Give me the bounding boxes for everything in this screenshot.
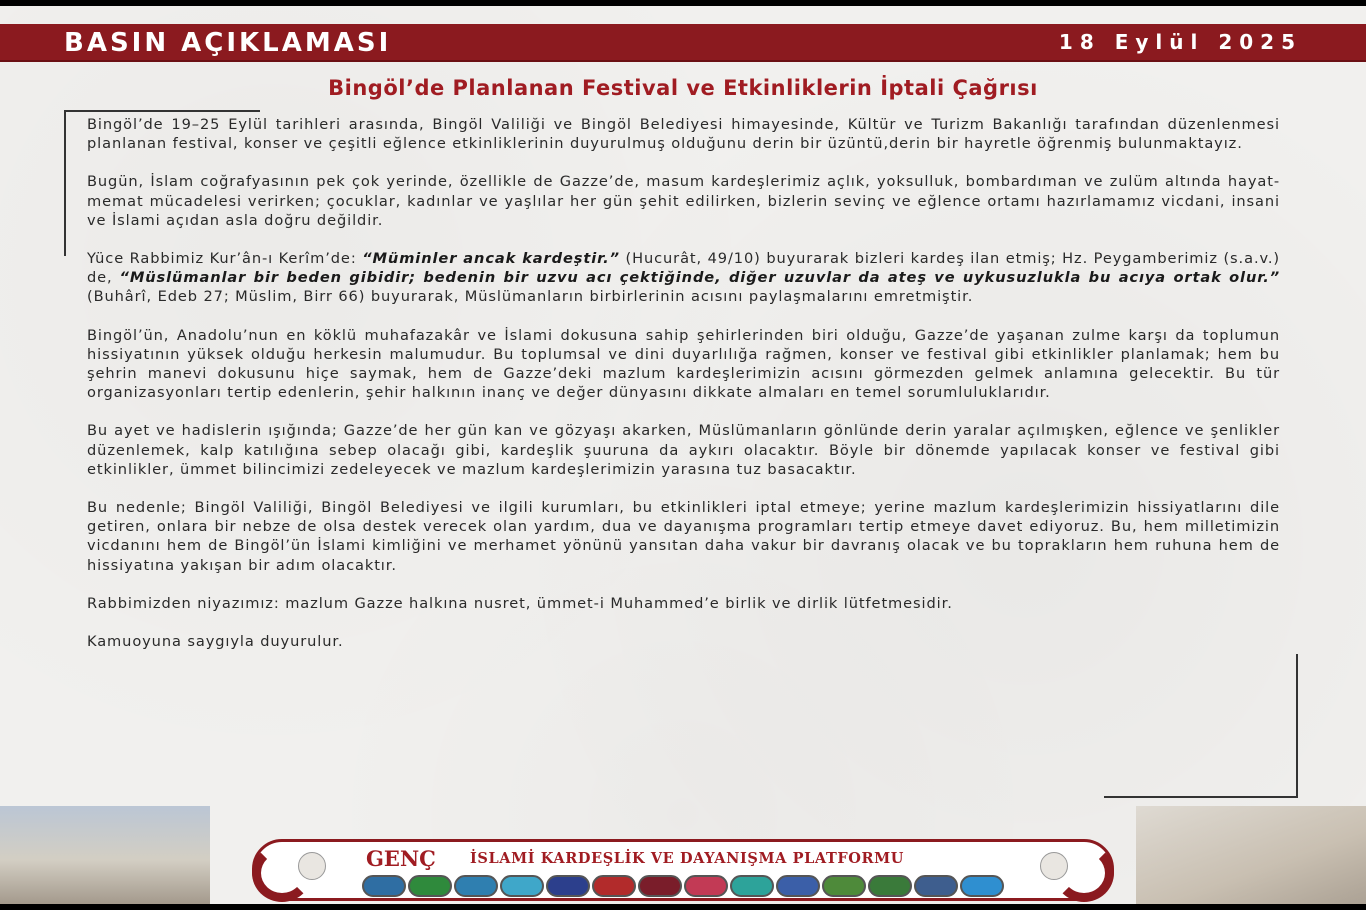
paragraph-8: Kamuoyuna saygıyla duyurulur. <box>87 633 344 651</box>
member-logo-icon <box>546 875 590 897</box>
member-logo-icon <box>638 875 682 897</box>
paragraph-6: Bu nedenle; Bingöl Valiliği, Bingöl Belediyesi ve ilgili kurumları, bu etkinlikleri iptal etmeye; yerine mazlum kardeşlerimizin hissiyatlarını dile getiren, onlara bir nebze de olsa destek verecek olan yardım, dua ve dayanışma programları tertip etmeye davet ediyoruz. Bu, hem milletimizin vicdanını hem de Bingöl’ün İslami kimliğini ve merhamet yönünü yansıtan daha vakur bir davranış olacak ve bu toprakların hem ruhuna hem de hissiyatına yakışan bir adım olacaktır. <box>87 499 1280 574</box>
frame-corner-right-bottom <box>1104 796 1298 798</box>
paragraph-3-part-b: (Hucurât, 49/10) buyurarak bizleri kardeş ilan etmiş; Hz. Peygamberimiz (s.a.v.) de, <box>87 250 1281 287</box>
footer <box>0 806 1366 904</box>
member-logo-icon <box>454 875 498 897</box>
member-logo-icon <box>730 875 774 897</box>
seal-left-icon <box>298 852 326 880</box>
member-logo-icon <box>362 875 406 897</box>
platform-name: İSLAMİ KARDEŞLİK VE DAYANIŞMA PLATFORMU <box>470 850 905 867</box>
quran-quote: “Müminler ancak kardeştir.” <box>362 250 620 268</box>
platform-genc: GENÇ <box>366 846 436 871</box>
member-logo-icon <box>914 875 958 897</box>
paragraph-3-part-a: Yüce Rabbimiz Kur’ân-ı Kerîm’de: <box>87 250 363 268</box>
member-logo-icon <box>592 875 636 897</box>
member-logo-icon <box>408 875 452 897</box>
press-release-page <box>0 6 1366 904</box>
statement-body <box>87 115 1280 651</box>
paragraph-1: Bingöl’de 19–25 Eylül tarihleri arasında, Bingöl Valiliği ve Bingöl Belediyesi himayesinde, Kültür ve Turizm Bakanlığı tarafından düzenlenmesi planlanan festival, konser ve çeşitli eğlence etkinliklerinin duyurulmuş olduğunu derin bir üzüntü,derin bir hayretle öğrenmiş bulunmaktayız. <box>87 116 1280 153</box>
paragraph-3-part-c: (Buhârî, Edeb 27; Müslim, Birr 66) buyurarak, Müslümanların birbirlerinin acısını paylaşmalarını emretmiştir. <box>87 288 974 306</box>
footer-photo-left <box>0 806 210 904</box>
page-subtitle: Bingöl’de Planlanan Festival ve Etkinliklerin İptali Çağrısı <box>328 76 1038 100</box>
paragraph-3 <box>87 249 1280 307</box>
paragraph-2: Bugün, İslam coğrafyasının pek çok yerinde, özellikle de Gazze’de, masum kardeşlerimiz açlık, yoksulluk, bombardıman ve zulüm altında hayat-memat mücadelesi verirken; çocuklar, kadınlar ve yaşlılar her gün şehit edilirken, bizlerin sevinç ve eğlence ortamı hazırlamamız vicdani, insani ve İslami açıdan asla doğru değildir. <box>87 173 1280 229</box>
paragraph-5: Bu ayet ve hadislerin ışığında; Gazze’de her gün kan ve gözyaşı akarken, Müslümanların gönlünde derin yaralar açılmışken, eğlence ve şenlikler düzenlemek, kalp katılığına sebep olacağı gibi, kardeşlik şuuruna da aykırı olacaktır. Böyle bir dönemde yapılacak konser ve festival gibi etkinlikler, ümmet bilincimizi zedeleyecek ve mazlum kardeşlerimizin yarasına tuz basacaktır. <box>87 422 1280 478</box>
header-bar <box>0 24 1366 62</box>
frame-corner-left <box>64 110 66 256</box>
paragraph-4: Bingöl’ün, Anadolu’nun en köklü muhafazakâr ve İslami dokusuna sahip şehirlerinden biri olduğu, Gazze’de yaşanan zulme karşı da toplumun hissiyatının yüksek olduğu herkesin malumudur. Bu toplumsal ve dini duyarlılığa rağmen, konser ve festival gibi etkinlikler planlamak; hem bu şehrin manevi dokusunu hiçe saymak, hem de Gazze’deki mazlum kardeşlerimizin acısını görmezden gelmek anlamına gelecektir. Bu tür organizasyonları tertip edenlerin, şehir halkının inanç ve değer dünyasını dikkate almaları en temel sorumluluklarıdır. <box>87 326 1280 402</box>
member-logo-icon <box>776 875 820 897</box>
member-logos <box>362 875 1004 899</box>
member-logo-icon <box>684 875 728 897</box>
header-date: 18 Eylül 2025 <box>1058 30 1302 54</box>
paragraph-7: Rabbimizden niyazımız: mazlum Gazze halkına nusret, ümmet-i Muhammed’e birlik ve dirlik lütfetmesidir. <box>87 594 953 612</box>
seal-right-icon <box>1040 852 1068 880</box>
frame-corner-left-top <box>64 110 260 112</box>
footer-photo-right <box>1136 806 1366 904</box>
hadith-quote: “Müslümanlar bir beden gibidir; bedenin bir uzvu acı çektiğinde, diğer uzuvlar da ateş ve uykusuzlukla bu acıya ortak olur.” <box>119 269 1280 287</box>
member-logo-icon <box>960 875 1004 897</box>
member-logo-icon <box>500 875 544 897</box>
frame-corner-right <box>1296 654 1298 798</box>
member-logo-icon <box>822 875 866 897</box>
header-title: BASIN AÇIKLAMASI <box>64 28 392 58</box>
member-logo-icon <box>868 875 912 897</box>
